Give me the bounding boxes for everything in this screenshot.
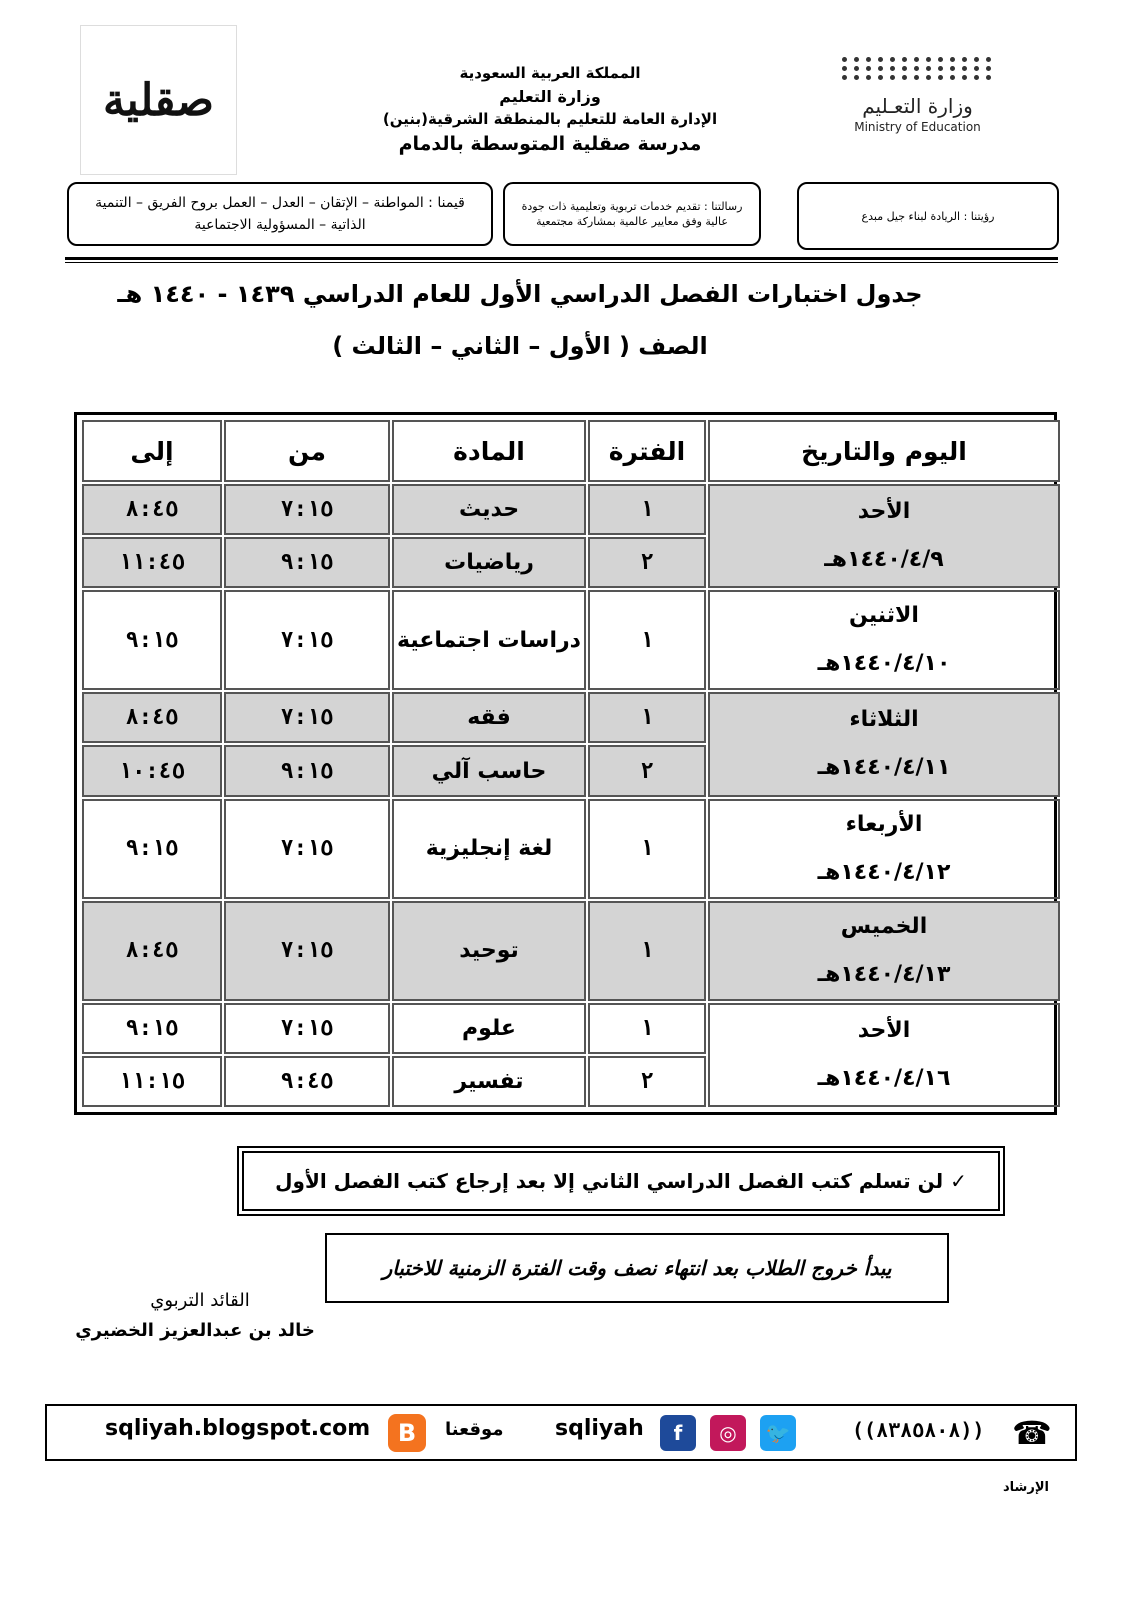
day-cell: [708, 1003, 1060, 1107]
day-cell: [708, 901, 1060, 1001]
header-divider-thin: [65, 262, 1058, 263]
ministry-logo: [830, 57, 1005, 134]
subject-cell: حديث: [392, 484, 586, 535]
period-cell: ٢: [588, 1056, 706, 1107]
kingdom-name: المملكة العربية السعودية: [459, 64, 641, 82]
telephone-icon: ☎: [1012, 1414, 1052, 1452]
mission-box: [503, 182, 761, 246]
from-cell: ٧:١٥: [224, 692, 390, 743]
day-cell: [708, 799, 1060, 899]
header-day-date: اليوم والتاريخ: [708, 420, 1060, 482]
header-to: إلى: [82, 420, 222, 482]
header-period: الفترة: [588, 420, 706, 482]
vision-box: [797, 182, 1059, 250]
day-name: الخميس: [840, 913, 928, 939]
subject-cell: علوم: [392, 1003, 586, 1054]
mission-text: رسالتنا : تقديم خدمات تربوية وتعليمية ذات جودة عالية وفق معايير عالمية بمشاركة مجتمعية: [521, 200, 743, 228]
header-divider: [65, 257, 1058, 260]
ministry-logo-arabic: وزارة التعـليم: [862, 94, 973, 118]
subject-cell: رياضيات: [392, 537, 586, 588]
grades-title: الصف ( الأول – الثاني – الثالث ): [332, 332, 708, 360]
phone-number: ((٨٣٨٥٨٠٨)): [852, 1418, 985, 1442]
subject-cell: لغة إنجليزية: [392, 799, 586, 899]
day-date: ١٤٤٠/٤/٩هـ: [824, 547, 944, 573]
values-box: [67, 182, 493, 246]
to-cell: ٨:٤٥: [82, 901, 222, 1001]
leader-title: القائد التربوي: [150, 1290, 250, 1311]
day-date: ١٤٤٠/٤/١١هـ: [817, 755, 951, 781]
from-cell: ٩:٤٥: [224, 1056, 390, 1107]
table-row: [82, 590, 1060, 690]
school-logo: [80, 25, 237, 175]
table-row: [82, 799, 1060, 899]
school-logo-text: صقلية: [102, 74, 215, 126]
instagram-icon[interactable]: ◎: [710, 1415, 746, 1451]
subject-cell: دراسات اجتماعية: [392, 590, 586, 690]
values-text: قيمنا : المواطنة – الإتقان – العدل – العمل بروح الفريق – التنمية الذاتية – المسؤولية الاجتماعية: [95, 195, 465, 233]
period-cell: ١: [588, 901, 706, 1001]
period-cell: ١: [588, 692, 706, 743]
to-cell: ١٠:٤٥: [82, 745, 222, 796]
social-handle[interactable]: sqliyah: [555, 1416, 644, 1441]
from-cell: ٧:١٥: [224, 484, 390, 535]
blogger-icon[interactable]: B: [388, 1414, 426, 1452]
department-label: الإرشاد: [1003, 1480, 1049, 1495]
header-from: من: [224, 420, 390, 482]
subject-cell: توحيد: [392, 901, 586, 1001]
table-row: [82, 692, 1060, 743]
subject-cell: فقه: [392, 692, 586, 743]
from-cell: ٧:١٥: [224, 590, 390, 690]
to-cell: ٩:١٥: [82, 1003, 222, 1054]
exit-note-text: يبدأ خروج الطلاب بعد انتهاء نصف وقت الفترة الزمنية للاختبار: [382, 1256, 892, 1280]
day-cell: [708, 484, 1060, 588]
period-cell: ١: [588, 590, 706, 690]
period-cell: ٢: [588, 537, 706, 588]
ministry-logo-english: Ministry of Education: [854, 120, 981, 134]
day-date: ١٤٤٠/٤/١٠هـ: [817, 651, 951, 677]
from-cell: ٧:١٥: [224, 799, 390, 899]
exam-schedule-table: [74, 412, 1057, 1115]
table-row: [82, 484, 1060, 535]
directorate-name: الإدارة العامة للتعليم بالمنطقة الشرقية(بنين): [382, 110, 718, 128]
table-row: [82, 1003, 1060, 1054]
day-date: ١٤٤٠/٤/١٣هـ: [817, 961, 951, 987]
from-cell: ٧:١٥: [224, 1003, 390, 1054]
day-cell: [708, 590, 1060, 690]
table-row: [82, 901, 1060, 1001]
schedule-title: جدول اختبارات الفصل الدراسي الأول للعام الدراسي ١٤٣٩ - ١٤٤٠ هـ: [117, 280, 923, 308]
books-note-box: [237, 1146, 1005, 1216]
day-date: ١٤٤٠/٤/١٢هـ: [817, 859, 951, 885]
twitter-icon[interactable]: 🐦: [760, 1415, 796, 1451]
books-note-text: ✓ لن تسلم كتب الفصل الدراسي الثاني إلا بعد إرجاع كتب الفصل الأول: [275, 1169, 967, 1193]
website-label: موقعنا: [445, 1419, 504, 1440]
day-name: الأحد: [857, 499, 911, 525]
ministry-logo-dots: [830, 57, 1005, 80]
to-cell: ١١:١٥: [82, 1056, 222, 1107]
to-cell: ١١:٤٥: [82, 537, 222, 588]
to-cell: ٨:٤٥: [82, 692, 222, 743]
from-cell: ٩:١٥: [224, 745, 390, 796]
header-lines: [340, 62, 760, 156]
period-cell: ٢: [588, 745, 706, 796]
website-link[interactable]: sqliyah.blogspot.com: [105, 1416, 371, 1441]
to-cell: ٩:١٥: [82, 799, 222, 899]
from-cell: ٧:١٥: [224, 901, 390, 1001]
from-cell: ٩:١٥: [224, 537, 390, 588]
table-header-row: [82, 420, 1060, 482]
vision-text: رؤيتنا : الريادة لبناء جيل مبدع: [861, 209, 995, 223]
facebook-icon[interactable]: f: [660, 1415, 696, 1451]
subject-cell: حاسب آلي: [392, 745, 586, 796]
ministry-name: وزارة التعليم: [499, 87, 601, 106]
day-name: الثلاثاء: [849, 707, 919, 733]
period-cell: ١: [588, 484, 706, 535]
subject-cell: تفسير: [392, 1056, 586, 1107]
period-cell: ١: [588, 1003, 706, 1054]
day-name: الأربعاء: [845, 811, 923, 837]
header-subject: المادة: [392, 420, 586, 482]
day-date: ١٤٤٠/٤/١٦هـ: [817, 1065, 951, 1091]
leader-name: خالد بن عبدالعزيز الخضيري: [75, 1320, 315, 1341]
day-name: الأحد: [857, 1017, 911, 1043]
to-cell: ٨:٤٥: [82, 484, 222, 535]
school-name: مدرسة صقلية المتوسطة بالدمام: [398, 133, 702, 155]
period-cell: ١: [588, 799, 706, 899]
day-name: الاثنين: [849, 603, 919, 629]
exit-note-box: [325, 1233, 949, 1303]
to-cell: ٩:١٥: [82, 590, 222, 690]
day-cell: [708, 692, 1060, 796]
